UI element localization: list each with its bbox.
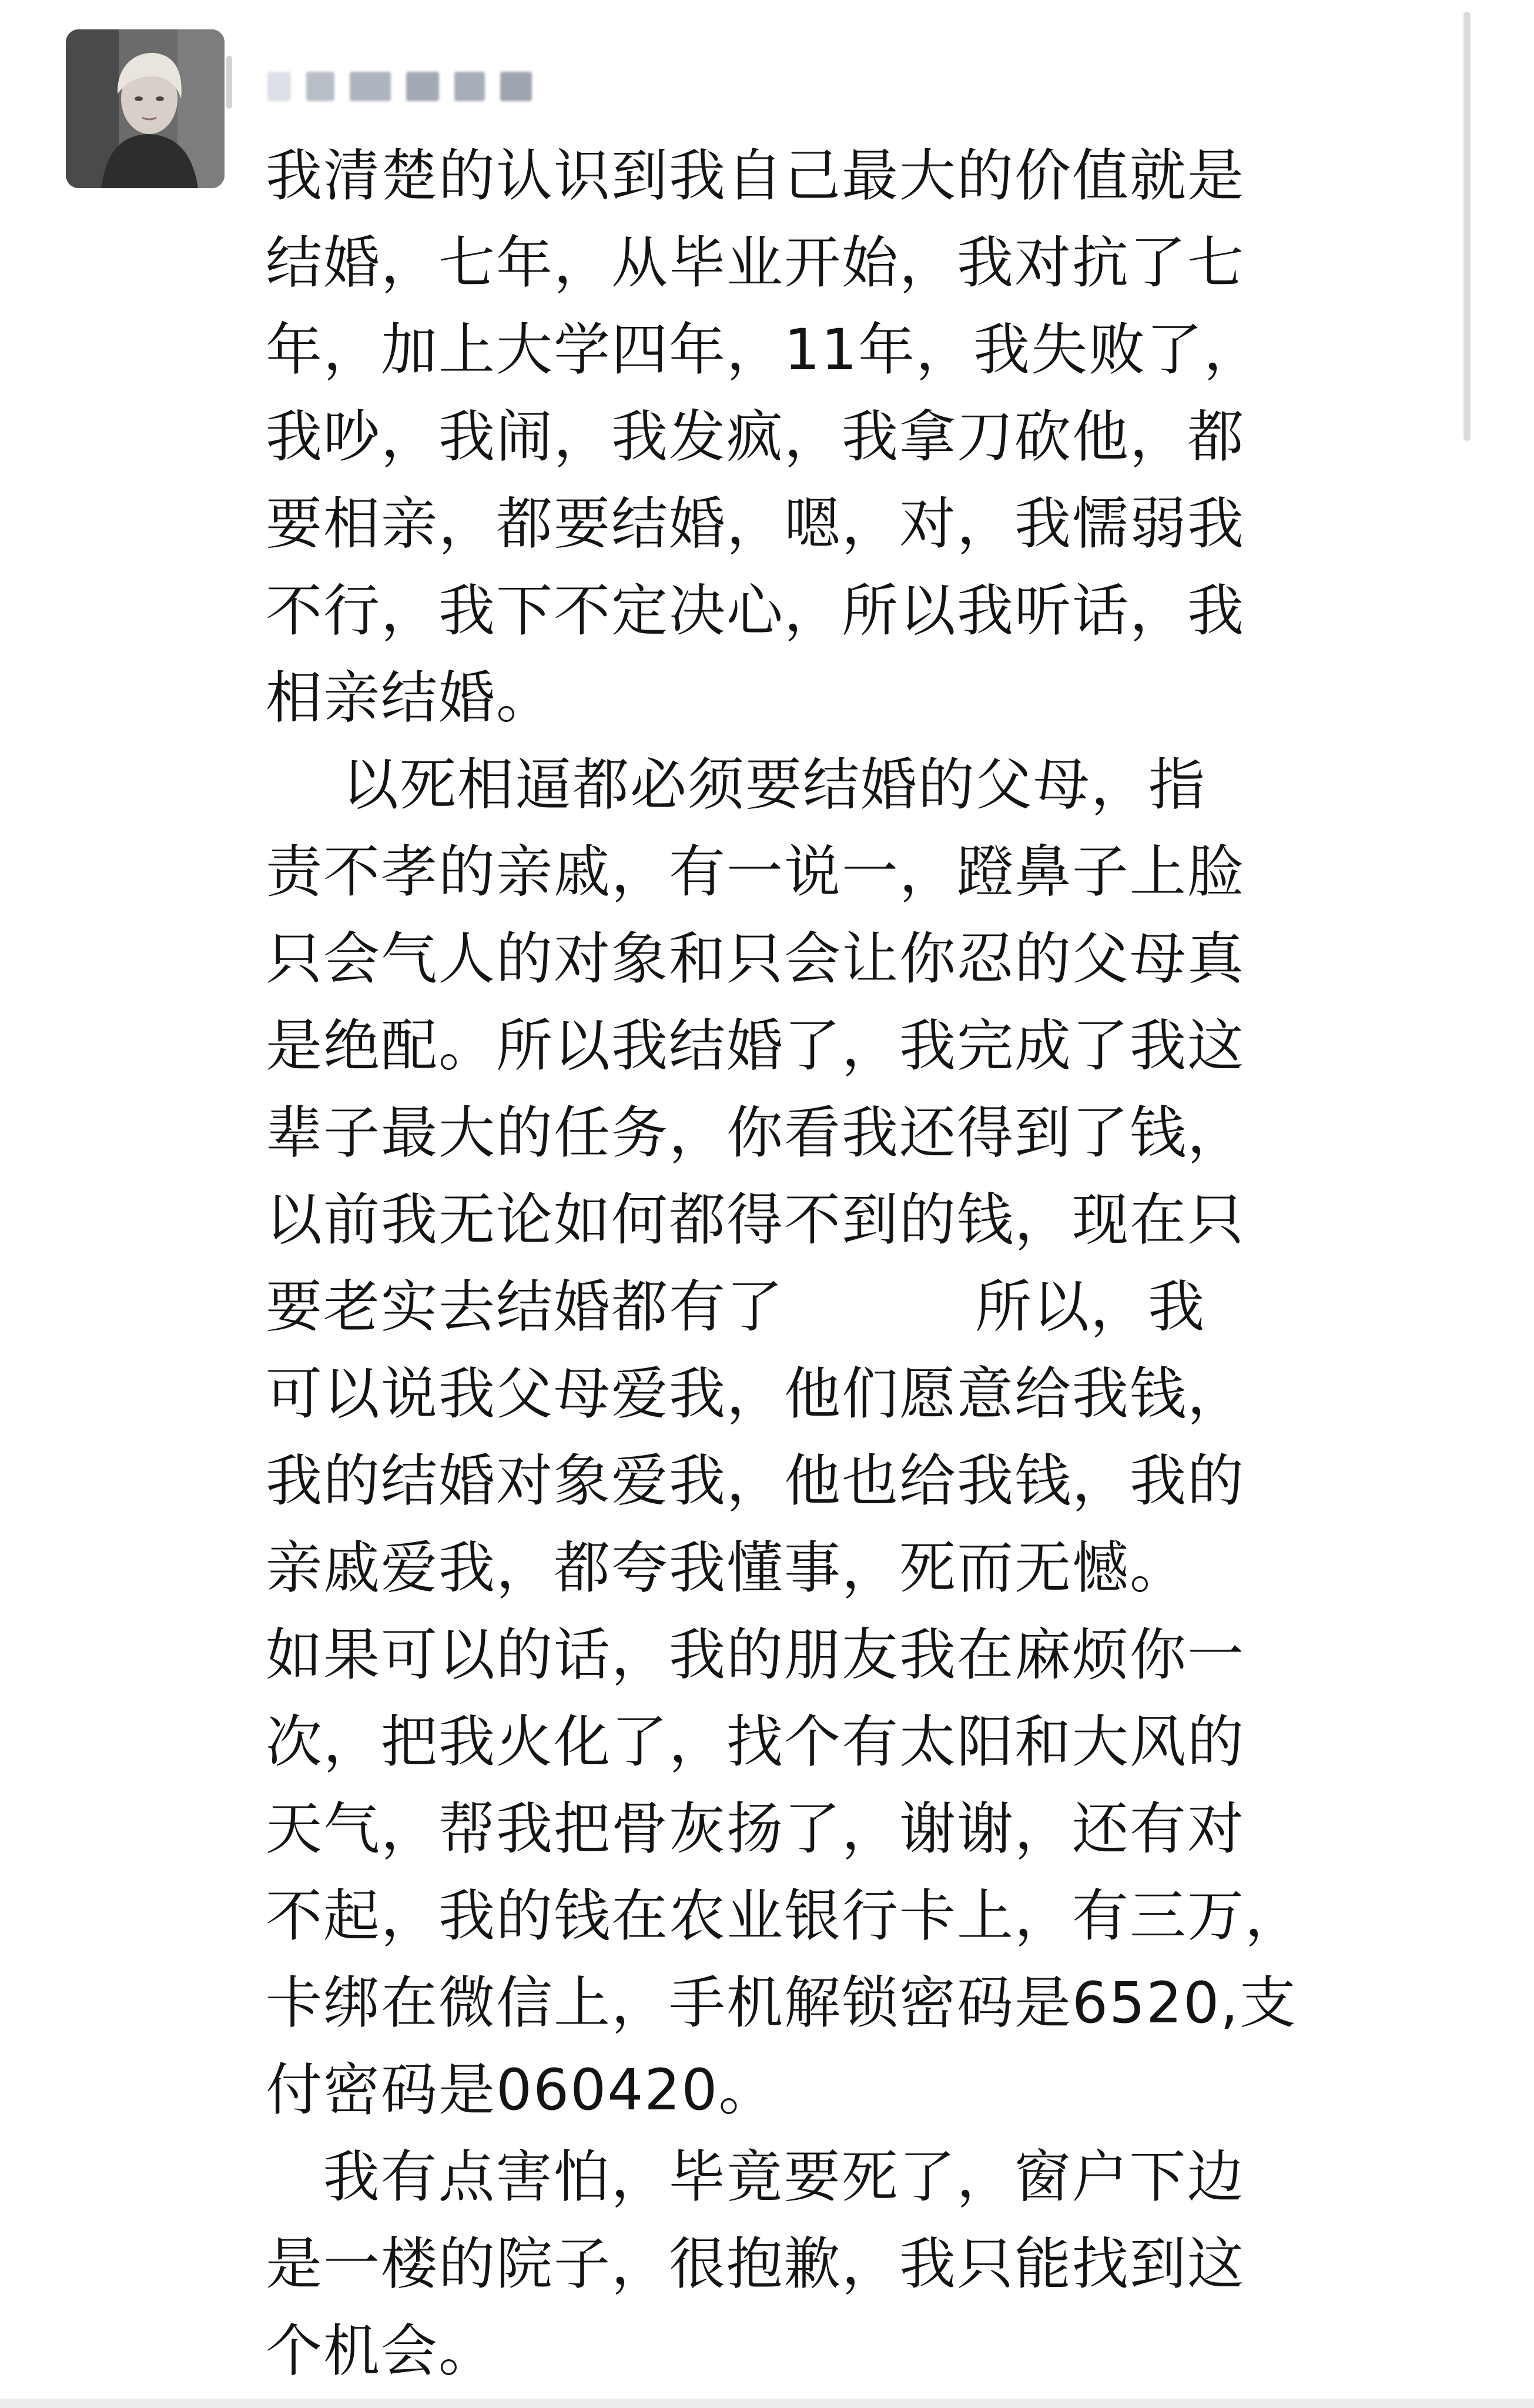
- post-body: [266, 132, 1418, 2394]
- avatar-edge-mark: [226, 56, 232, 109]
- post-paragraph-1: 我清楚的认识到我自己最大的价值就是 结婚，七年，从毕业开始，我对抗了七 年，加上大学四年，11年，我失败了， 我吵，我闹，我发疯，我拿刀砍他，都 要相亲，都要结婚，嗯，对，我懦弱我 不行，我下不定决心，所以我听话，我 相亲结婚。: [266, 143, 1262, 731]
- post-paragraph-2: 以死相逼都必须要结婚的父母，指 责不孝的亲戚，有一说一，蹬鼻子上脸 只会气人的对象和只会让你忍的父母真 是绝配。所以我结婚了，我完成了我这 辈子最大的任务，你看我还得到了钱， 以前我无论如何都得不到的钱，现在只 要老实去结婚都有了 所以，我 可以说我父母爱我，他们愿意给我钱， 我的结婚对象爱我，他也给我钱，我的 亲戚爱我，都夸我懂事，死而无憾。: [266, 752, 1245, 1601]
- author-name-pixelated: [267, 69, 532, 103]
- avatar-photo-icon: [66, 29, 225, 188]
- post-paragraph-3: 如果可以的话，我的朋友我在麻烦你一 次，把我火化了，找个有太阳和大风的 天气，帮我把骨灰扬了，谢谢，还有对 不起，我的钱在农业银行卡上，有三万， 卡绑在微信上，手机解锁密码是6520,支 付密码是060420。: [266, 1622, 1302, 2123]
- avatar[interactable]: [66, 29, 225, 188]
- scrollbar[interactable]: [1463, 12, 1471, 441]
- bottom-divider: [0, 2399, 1534, 2408]
- post-paragraph-4: 我有点害怕，毕竟要死了，窗户下边 是一楼的院子，很抱歉，我只能找到这 个机会。: [266, 2144, 1245, 2384]
